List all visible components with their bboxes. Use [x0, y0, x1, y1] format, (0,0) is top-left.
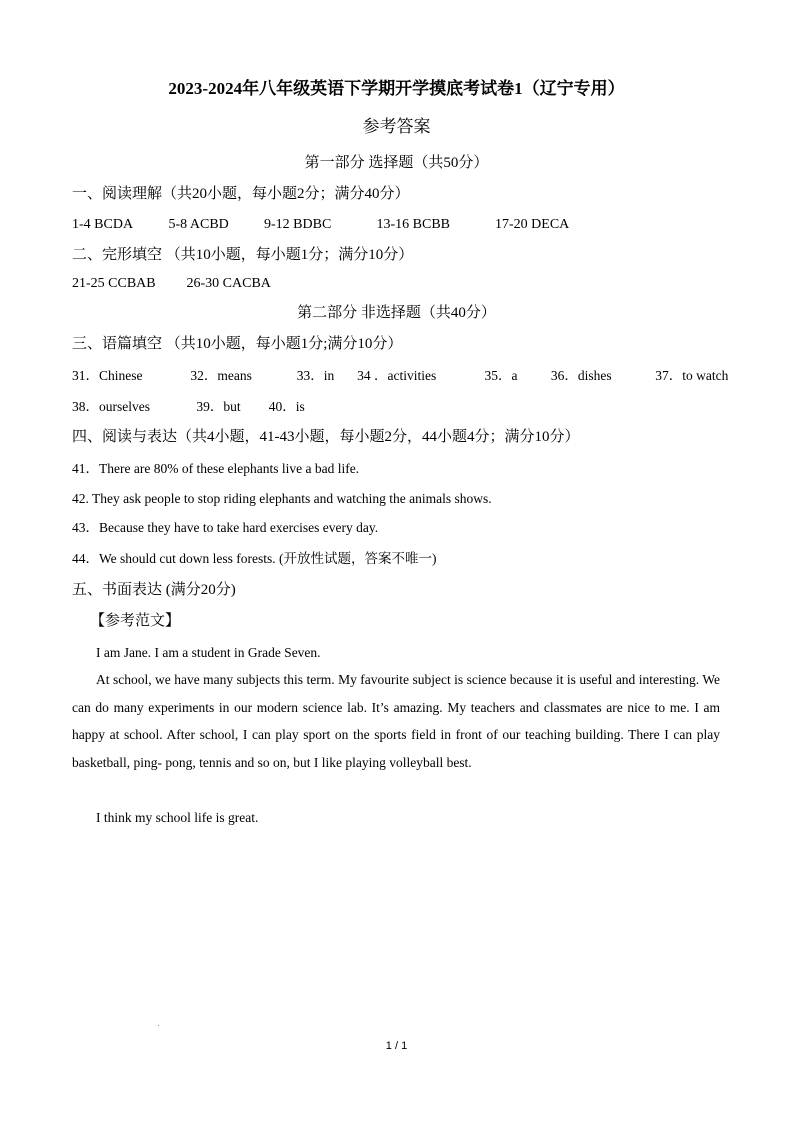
answer-item: 33．in [296, 368, 335, 383]
essay-paragraph: I think my school life is great. [96, 810, 259, 825]
answer-item: 34 ．activities [357, 368, 437, 383]
answer-item: 40．is [268, 399, 305, 414]
answer-item: 39．but [196, 399, 241, 414]
answer-group: 5-8 ACBD [168, 217, 229, 232]
answer-group: 1-4 BCDA [72, 217, 134, 232]
answer-group: 26-30 CACBA [186, 276, 271, 291]
answer-item: 31．Chinese [72, 368, 143, 383]
answer-group: 17-20 DECA [495, 217, 570, 232]
answer-42: 42. They ask people to stop riding elephants and watching the animals shows. [72, 491, 492, 506]
section1-heading: 一、阅读理解（共20小题，每小题2分；满分40分） [72, 186, 410, 202]
part1-heading: 第一部分 选择题（共50分） [304, 155, 489, 171]
answer-43: 43．Because they have to take hard exercises every day. [72, 520, 379, 535]
page-number: 1 / 1 [385, 1040, 408, 1052]
answer-44: 44．We should cut down less forests. (开放性试题，答案不唯一) [72, 551, 437, 566]
section2-answers [72, 274, 271, 294]
section3-heading: 三、语篇填空 （共10小题，每小题1分;满分10分） [72, 336, 403, 352]
answer-group: 13-16 BCBB [376, 217, 451, 232]
answer-group: 21-25 CCBAB [72, 276, 156, 291]
part2-heading: 第二部分 非选择题（共40分） [297, 305, 496, 321]
answer-item: 32．means [190, 368, 252, 383]
answer-item: 37．to watch [655, 368, 729, 383]
answer-item: 35．a [484, 368, 518, 383]
section1-answers [72, 215, 569, 235]
section3-answers-row1 [72, 366, 728, 386]
document-subtitle: 参考答案 [362, 117, 431, 136]
answer-41: 41．There are 80% of these elephants live a bad life. [72, 461, 360, 476]
document-title: 2023-2024年八年级英语下学期开学摸底考试卷1（辽宁专用） [168, 79, 625, 98]
section3-answers-row2 [72, 397, 305, 417]
section2-heading: 二、完形填空 （共10小题，每小题1分；满分10分） [72, 247, 414, 263]
scan-speck [158, 1025, 159, 1026]
answer-group: 9-12 BDBC [264, 217, 332, 232]
section5-heading: 五、书面表达 (满分20分) [72, 582, 236, 598]
essay-paragraph: I am Jane. I am a student in Grade Seven. [96, 645, 321, 660]
answer-item: 38．ourselves [72, 399, 150, 414]
essay-paragraph: At school, we have many subjects this term. My favourite subject is science because it is useful and interesting. We can do many experiments in our modern science lab. It’s amazing. My teachers and classmates are nice to me. I am happy at school. After school, I can play sport on the sports field in front of our teaching building. There I can play basketball, ping- pong, tennis and so on, but I like playing volleyball best. [72, 672, 720, 770]
answer-item: 36．dishes [550, 368, 612, 383]
sample-essay-label: 【参考范文】 [90, 613, 181, 629]
section4-heading: 四、阅读与表达（共4小题，41-43小题，每小题2分，44小题4分；满分10分） [72, 429, 580, 445]
